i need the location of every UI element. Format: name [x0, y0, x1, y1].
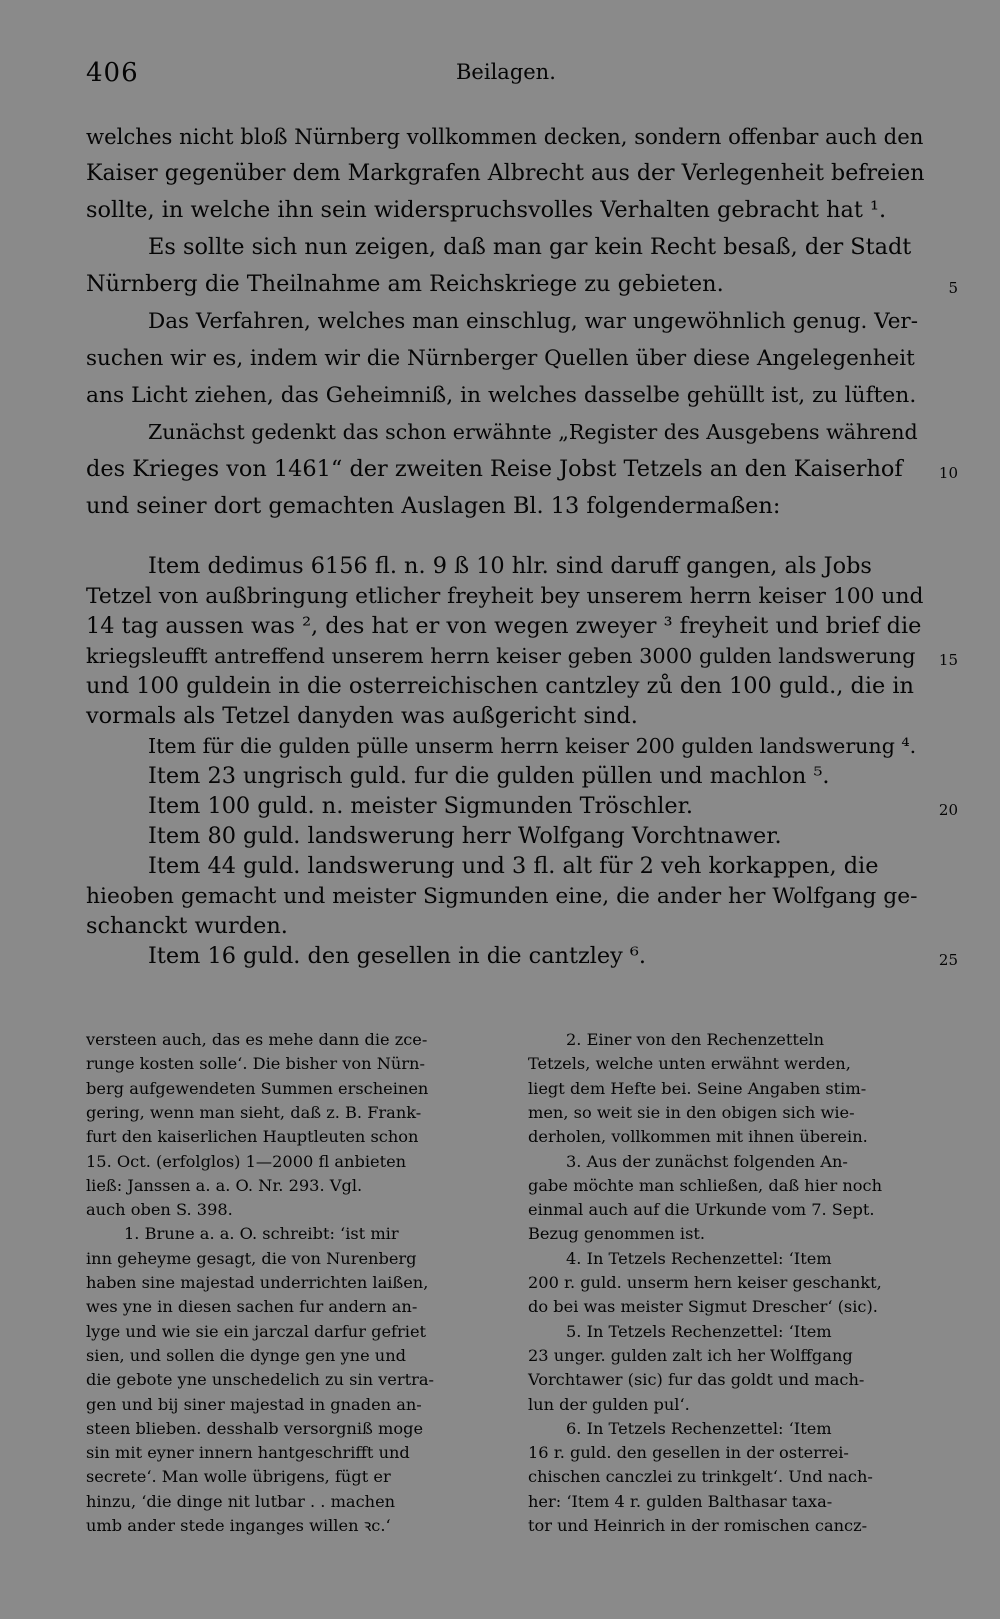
- footnote-line: 15. Oct. (erfolglos) 1—2000 fl anbieten: [86, 1151, 407, 1171]
- text-line: [86, 192, 926, 229]
- line-number: 20: [938, 801, 958, 819]
- footnote-line: sin mit eyner innern hantgeschrifft und: [86, 1443, 410, 1463]
- footnote-line: chischen canczlei zu trinkgelt‘. Und nach-: [528, 1467, 873, 1487]
- page-header: [86, 58, 896, 94]
- footnote-line: ließ: Janssen a. a. O. Nr. 293. Vgl.: [86, 1175, 363, 1195]
- footnote-line: gen und bij siner majestad in gnaden an-: [86, 1394, 422, 1414]
- line-text: Zunächst gedenkt das schon erwähnte „Register des Ausgebens während: [148, 420, 918, 444]
- footnote-line: einmal auch auf die Urkunde vom 7. Sept.: [528, 1200, 875, 1220]
- footnote-line: 16 r. guld. den gesellen in der osterrei-: [528, 1443, 849, 1463]
- footnote-line: sien, und sollen die dynge gen yne und: [86, 1345, 407, 1365]
- line-text: Nürnberg die Theilnahme am Reichskriege zu gebieten.: [86, 271, 724, 297]
- line-text: schanckt wurden.: [86, 913, 288, 939]
- line-text: sollte, in welche ihn sein widerspruchsvolles Verhalten gebracht hat ¹.: [86, 197, 887, 223]
- footnote-line: berg aufgewendeten Summen erscheinen: [86, 1078, 429, 1098]
- footnote-line: 3. Aus der zunächst folgenden An-: [566, 1151, 848, 1171]
- text-line: [86, 229, 926, 266]
- text-line: [86, 340, 926, 377]
- line-text: Item dedimus 6156 fl. n. 9 ß 10 hlr. sind daruff gangen, als Jobs: [148, 553, 872, 579]
- line-number: 10: [938, 464, 958, 482]
- footnote-line: 23 unger. gulden zalt ich her Wolffgang: [528, 1345, 853, 1365]
- footnote-line: tor und Heinrich in der romischen cancz-: [528, 1516, 868, 1535]
- footnote-line: versteen auch, das es mehe dann die zce-: [86, 1030, 428, 1049]
- line-text: Item 16 guld. den gesellen in die cantzley ⁶.: [148, 943, 647, 969]
- line-text: ans Licht ziehen, das Geheimniß, in welches dasselbe gehüllt ist, zu lüften.: [86, 383, 917, 408]
- line-text: Das Verfahren, welches man einschlug, war ungewöhnlich genug. Ver-: [148, 309, 918, 334]
- line-number: 5: [948, 279, 958, 297]
- footnote-line: haben sine majestad underrichten laißen,: [86, 1273, 429, 1292]
- text-line: [86, 488, 926, 525]
- footnote-line: Tetzels, welche unten erwähnt werden,: [528, 1054, 851, 1074]
- footnote-line: men, so weit sie in den obigen sich wie-: [528, 1102, 855, 1122]
- line-text: hieoben gemacht und meister Sigmunden eine, die ander her Wolfgang ge-: [86, 884, 918, 909]
- footnote-line: lun der gulden pul‘.: [528, 1394, 690, 1414]
- quote-line: [86, 938, 958, 975]
- footnote-line: lyge und wie sie ein jarczal darfur gefriet: [86, 1321, 427, 1341]
- line-text: vormals als Tetzel danyden was außgericht sind.: [86, 703, 638, 729]
- text-line: [86, 266, 958, 303]
- footnote-line: 2. Einer von den Rechenzetteln: [566, 1030, 825, 1049]
- footnote-line: furt den kaiserlichen Hauptleuten schon: [86, 1127, 419, 1147]
- page-number: 406: [86, 58, 139, 88]
- footnote-line: do bei was meister Sigmut Drescher‘ (sic).: [528, 1297, 878, 1317]
- line-text: Es sollte sich nun zeigen, daß man gar kein Recht besaß, der Stadt: [148, 234, 912, 260]
- text-line: [86, 155, 926, 192]
- text-line: [86, 451, 958, 488]
- line-text: Item 44 guld. landswerung und 3 fl. alt für 2 veh korkappen, die: [148, 853, 879, 879]
- line-number: 25: [938, 951, 958, 969]
- line-text: 14 tag aussen was ², des hat er von wegen zweyer ³ freyheit und brief die: [86, 613, 922, 639]
- text-line: [86, 303, 926, 340]
- footnote-line: 1. Brune a. a. O. schreibt: ‘ist mir: [124, 1224, 399, 1244]
- footnote-line: gabe möchte man schließen, daß hier noch: [528, 1175, 883, 1195]
- footnote-line: inn geheyme gesagt, die von Nurenberg: [86, 1248, 417, 1268]
- running-head: Beilagen.: [456, 60, 556, 84]
- footnote-line: auch oben S. 398.: [86, 1200, 233, 1220]
- footnote-line: derholen, vollkommen mit ihnen überein.: [528, 1127, 868, 1147]
- footnote-line: 4. In Tetzels Rechenzettel: ‘Item: [566, 1248, 832, 1268]
- line-text: Item 23 ungrisch guld. fur die gulden püllen und machlon ⁵.: [148, 763, 830, 789]
- line-text: kriegsleufft antreffend unserem herrn keiser geben 3000 gulden landswerung: [86, 644, 916, 668]
- line-text: welches nicht bloß Nürnberg vollkommen decken, sondern offenbar auch den: [86, 124, 924, 149]
- footnote-line: 6. In Tetzels Rechenzettel: ‘Item: [566, 1418, 832, 1438]
- footnote-line: 200 r. guld. unserm hern keiser geschankt,: [528, 1273, 882, 1292]
- line-text: und 100 guldein in die osterreichischen cantzley zů den 100 guld., die in: [86, 673, 914, 699]
- footnote-line: die gebote yne unschedelich zu sin vertra-: [86, 1370, 434, 1390]
- footnote-line: umb ander stede inganges willen ꝛc.‘: [86, 1516, 391, 1535]
- text-line: [86, 118, 926, 155]
- text-line: [86, 414, 926, 451]
- line-number: 15: [938, 651, 958, 669]
- footnote-line: Vorchtawer (sic) fur das goldt und mach-: [528, 1370, 865, 1390]
- footnote-line: Bezug genommen ist.: [528, 1224, 706, 1244]
- line-text: und seiner dort gemachten Auslagen Bl. 13 folgendermaßen:: [86, 493, 781, 519]
- line-text: Item 100 guld. n. meister Sigmunden Tröschler.: [148, 793, 694, 819]
- footnote-line: liegt dem Hefte bei. Seine Angaben stim-: [528, 1078, 867, 1098]
- footnote-line: steen blieben. desshalb versorgniß moge: [86, 1418, 424, 1438]
- footnote-line: runge kosten solle‘. Die bisher von Nürn-: [86, 1054, 425, 1074]
- footnote-line: 5. In Tetzels Rechenzettel: ‘Item: [566, 1321, 832, 1341]
- footnote-line: secrete‘. Man wolle übrigens, fügt er: [86, 1467, 391, 1487]
- line-text: Kaiser gegenüber dem Markgrafen Albrecht aus der Verlegenheit befreien: [86, 160, 925, 186]
- footnote-line: her: ‘Item 4 r. gulden Balthasar taxa-: [528, 1491, 833, 1511]
- line-text: Item 80 guld. landswerung herr Wolfgang Vorchtnawer.: [148, 823, 782, 849]
- line-text: suchen wir es, indem wir die Nürnberger Quellen über diese Angelegenheit: [86, 346, 915, 371]
- footnote-line: wes yne in diesen sachen fur andern an-: [86, 1297, 418, 1317]
- line-text: Tetzel von außbringung etlicher freyheit bey unserem herrn keiser 100 und: [86, 584, 924, 609]
- line-text: Item für die gulden pülle unserm herrn keiser 200 gulden landswerung ⁴.: [148, 734, 917, 758]
- line-text: des Krieges von 1461“ der zweiten Reise Jobst Tetzels an den Kaiserhof: [86, 456, 903, 482]
- footnote-line: gering, wenn man sieht, daß z. B. Frank-: [86, 1102, 422, 1122]
- footnote-line: hinzu, ‘die dinge nit lutbar . . machen: [86, 1491, 396, 1511]
- text-line: [86, 377, 926, 414]
